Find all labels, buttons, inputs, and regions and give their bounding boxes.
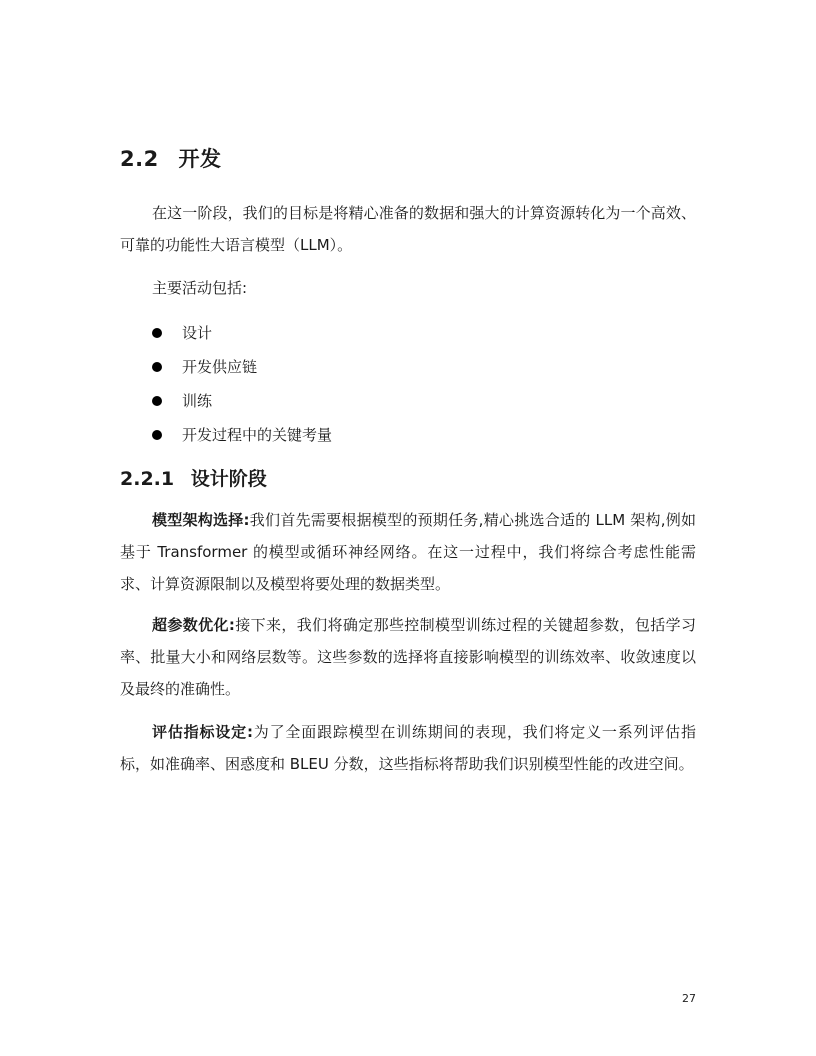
paragraph-text: 接下来，我们将确定那些控制模型训练过程的关键超参数，包括学习率、批量大小和网络层数等。这些参数的选择将直接影响模型的训练效率、收敛速度以及最终的准确性。 [120, 616, 696, 698]
paragraph-text: 为了全面跟踪模型在训练期间的表现，我们将定义一系列评估指标，如准确率、困惑度和 BLEU 分数，这些指标将帮助我们识别模型性能的改进空间。 [120, 723, 697, 773]
evaluation-paragraph [120, 716, 696, 780]
section-heading [120, 143, 222, 173]
activities-list [120, 316, 696, 452]
subsection-number: 2.2.1 [120, 468, 175, 490]
list-item-label: 训练 [182, 392, 213, 410]
paragraph-term: 模型架构选择: [152, 511, 250, 529]
list-item [120, 316, 696, 350]
subsection-heading [120, 464, 267, 491]
list-lead-text: 主要活动包括: [152, 279, 248, 297]
hyperparameter-paragraph [120, 609, 696, 705]
bullet-icon [152, 328, 162, 338]
list-item [120, 418, 696, 452]
paragraph-text: 我们首先需要根据模型的预期任务,精心挑选合适的 LLM 架构,例如基于 Transformer 的模型或循环神经网络。在这一过程中，我们将综合考虑性能需求、计算资源限制以及模型将要处理的数据类型。 [120, 511, 696, 593]
list-item [120, 384, 696, 418]
section-title: 开发 [178, 147, 222, 171]
list-item-label: 开发过程中的关键考量 [182, 426, 333, 444]
bullet-icon [152, 362, 162, 372]
page-number: 27 [682, 992, 696, 1005]
section-number: 2.2 [120, 147, 159, 171]
subsection-title: 设计阶段 [190, 468, 267, 490]
list-item [120, 350, 696, 384]
paragraph-term: 评估指标设定: [152, 723, 253, 741]
bullet-icon [152, 430, 162, 440]
paragraph-term: 超参数优化: [152, 616, 235, 634]
architecture-paragraph [120, 504, 696, 600]
list-item-label: 开发供应链 [182, 358, 258, 376]
bullet-icon [152, 396, 162, 406]
section-intro-paragraph: 在这一阶段，我们的目标是将精心准备的数据和强大的计算资源转化为一个高效、可靠的功能性大语言模型（LLM）。 [120, 204, 696, 254]
list-item-label: 设计 [182, 324, 213, 342]
